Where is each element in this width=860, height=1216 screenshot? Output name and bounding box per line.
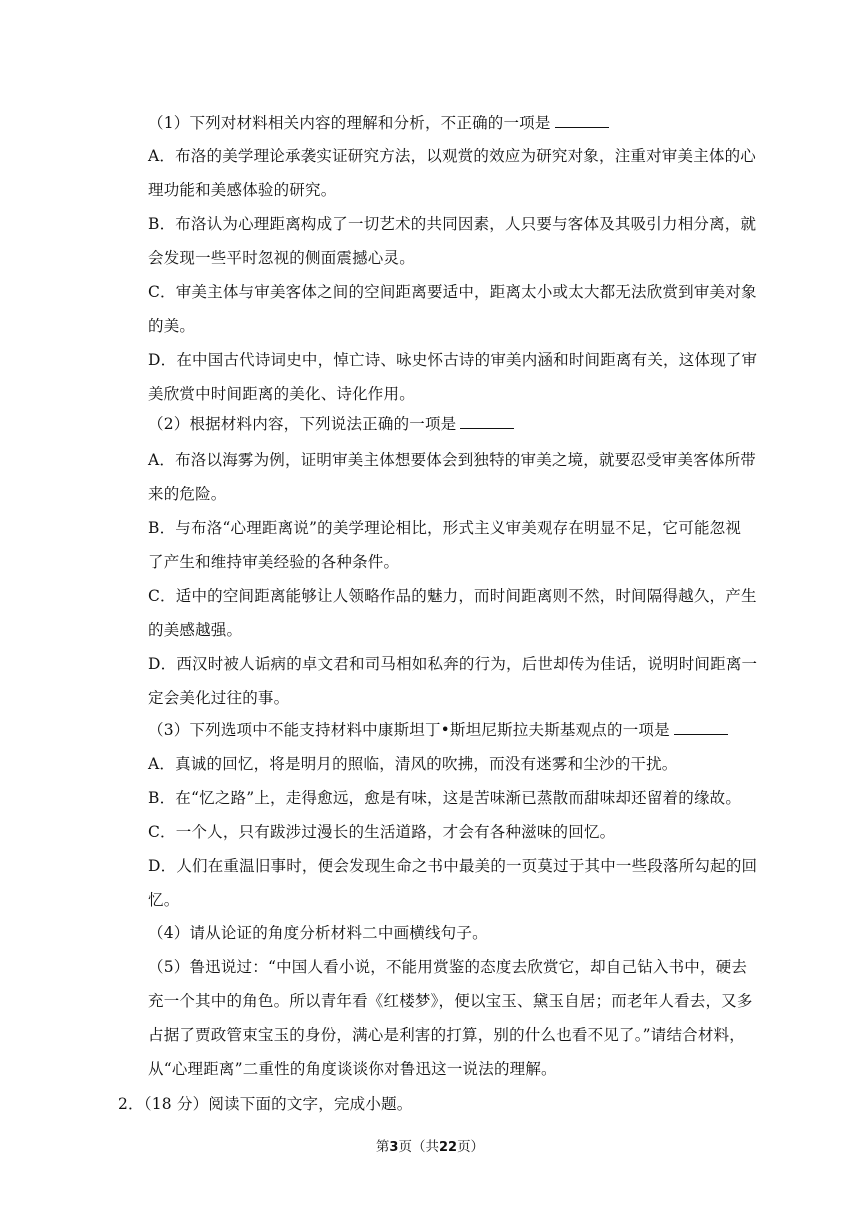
question-3-stem: （3）下列选项中不能支持材料中康斯坦丁•斯坦尼斯拉夫斯基观点的一项是 <box>148 719 728 741</box>
question-5-line-3: 占据了贾政管束宝玉的身份，满心是利害的打算，别的什么也看不见了。”请结合材料， <box>148 1026 745 1044</box>
answer-blank <box>460 413 514 429</box>
option-b-line-1: B．布洛认为心理距离构成了一切艺术的共同因素，人只要与客体及其吸引力相分离，就 <box>148 215 757 233</box>
question-1-stem: （1）下列对材料相关内容的理解和分析，不正确的一项是 <box>148 112 609 134</box>
option-b-line-1: B．在“忆之路”上，走得愈远，愈是有味，这是苦味渐已蒸散而甜味却还留着的缘故。 <box>148 789 742 807</box>
option-a-line-2: 理功能和美感体验的研究。 <box>148 181 337 199</box>
option-c-line-1: C．审美主体与审美客体之间的空间距离要适中，距离太小或太大都无法欣赏到审美对象 <box>148 283 757 301</box>
option-c-line-1: C．一个人，只有跋涉过漫长的生活道路，才会有各种滋味的回忆。 <box>148 823 616 841</box>
answer-blank <box>555 112 609 128</box>
option-d-line-1: D．在中国古代诗词史中，悼亡诗、咏史怀古诗的审美内涵和时间距离有关，这体现了审 <box>148 351 758 369</box>
page-footer: 第3页（共22页） <box>375 1139 485 1155</box>
option-d-line-1: D．西汉时被人诟病的卓文君和司马相如私奔的行为，后世却传为佳话，说明时间距离一 <box>148 655 758 673</box>
option-a-line-2: 来的危险。 <box>148 485 227 503</box>
option-a-line-1: A．布洛的美学理论承袭实证研究方法，以观赏的效应为研究对象，注重对审美主体的心 <box>148 147 756 165</box>
option-d-line-2: 定会美化过往的事。 <box>148 689 290 707</box>
answer-blank <box>674 719 728 735</box>
option-d-line-1: D．人们在重温旧事时，便会发现生命之书中最美的一页莫过于其中一些段落所勾起的回 <box>148 857 758 875</box>
question-5-line-2: 充一个其中的角色。所以青年看《红楼梦》，便以宝玉、黛玉自居；而老年人看去，又多 <box>148 992 753 1010</box>
option-b-line-2: 了产生和维持审美经验的各种条件。 <box>148 553 400 571</box>
total-pages: 22 <box>438 1140 458 1155</box>
option-c-line-2: 的美。 <box>148 317 196 335</box>
option-d-line-2: 忆。 <box>148 891 180 909</box>
option-b-line-1: B．与布洛“心理距离说”的美学理论相比，形式主义审美观存在明显不足，它可能忽视 <box>148 519 742 537</box>
question-4-stem: （4）请从论证的角度分析材料二中画横线句子。 <box>148 924 488 942</box>
option-a-line-1: A．真诚的回忆，将是明月的照临，清风的吹拂，而没有迷雾和尘沙的干扰。 <box>148 755 678 773</box>
question-5-line-4: 从“心理距离”二重性的角度谈谈你对鲁迅这一说法的理解。 <box>148 1060 557 1078</box>
option-c-line-1: C．适中的空间距离能够让人领略作品的魅力，而时间距离则不然，时间隔得越久，产生 <box>148 587 757 605</box>
option-a-line-1: A．布洛以海雾为例，证明审美主体想要体会到独特的审美之境，就要忍受审美客体所带 <box>148 451 756 469</box>
option-d-line-2: 美欣赏中时间距离的美化、诗化作用。 <box>148 385 415 403</box>
question-5-line-1: （5）鲁迅说过：“中国人看小说，不能用赏鉴的态度去欣赏它，却自己钻入书中，硬去 <box>148 958 748 976</box>
option-c-line-2: 的美感越强。 <box>148 621 243 639</box>
question-2-stem: （2）根据材料内容，下列说法正确的一项是 <box>148 413 514 435</box>
section-2-heading: 2．（18 分）阅读下面的文字，完成小题。 <box>118 1095 413 1113</box>
option-b-line-2: 会发现一些平时忽视的侧面震撼心灵。 <box>148 249 415 267</box>
page-number: 3 <box>389 1140 399 1155</box>
